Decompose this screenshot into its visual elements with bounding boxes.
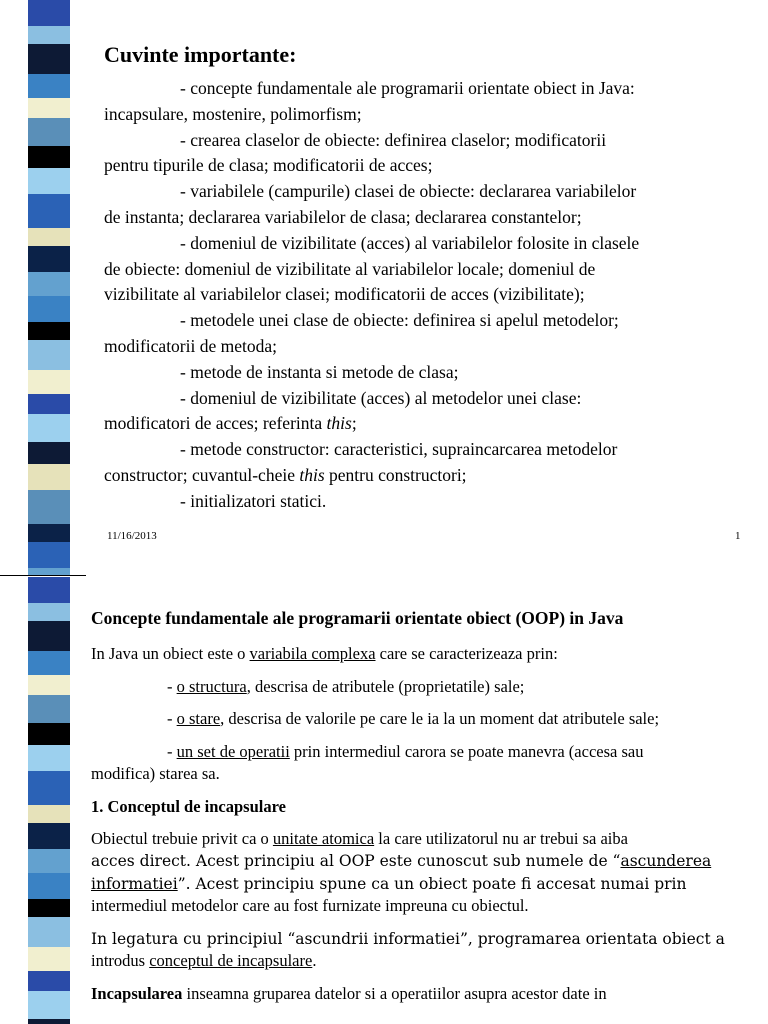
text: In Java un obiect este o	[91, 644, 250, 663]
list-item-cont: pentru tipurile de clasa; modificatorii de acces;	[104, 155, 433, 176]
text: In legatura cu principiul “ascundrii informatiei”, programarea orientata obiect a	[91, 929, 725, 948]
list-item: - domeniul de vizibilitate (acces) al variabilelor folosite in clasele	[180, 232, 640, 253]
stripe-block	[28, 524, 70, 542]
bullet-operations	[91, 741, 751, 786]
keyword-this: this	[326, 413, 352, 434]
list-item: - variabilele (campurile) clasei de obiecte: declararea variabilelor	[180, 181, 637, 202]
text: acces direct. Acest principiu al OOP este cunoscut sub numele de “	[91, 852, 621, 870]
slide-separator	[0, 575, 86, 576]
text: constructor; cuvantul-cheie	[104, 464, 300, 485]
text: introdus	[91, 951, 150, 970]
paragraph-definition	[91, 983, 751, 1006]
text: , descrisa de valorile pe care le ia la un moment dat atributele sale;	[220, 709, 660, 728]
section-title: Concepte fundamentale ale programarii orientate obiect (OOP) in Java	[91, 608, 624, 628]
underlined-term: o stare	[176, 709, 221, 728]
slide-2	[91, 606, 751, 1015]
list-item: - crearea claselor de obiecte: definirea claselor; modificatorii	[180, 129, 607, 150]
stripe-block	[28, 74, 70, 98]
underlined-term: conceptul de incapsulare	[149, 951, 313, 970]
stripe-block	[28, 414, 70, 442]
stripe-block	[28, 118, 70, 146]
stripe-block	[28, 296, 70, 322]
text: -	[167, 676, 177, 696]
slide-title: Cuvinte importante:	[104, 42, 297, 67]
stripe-block	[28, 823, 70, 849]
decorative-stripe-top	[28, 0, 70, 575]
stripe-block	[28, 442, 70, 464]
keyword-this: this	[299, 464, 325, 485]
stripe-block	[28, 1019, 70, 1024]
stripe-block	[28, 194, 70, 228]
stripe-block	[28, 26, 70, 44]
list-item-cont: incapsulare, mostenire, polimorfism;	[104, 103, 362, 124]
stripe-block	[28, 723, 70, 745]
stripe-block	[28, 745, 70, 771]
text: prin intermediul carora se poate manevra (accesa sau	[289, 741, 644, 761]
stripe-block	[28, 971, 70, 991]
text: -	[167, 709, 177, 728]
stripe-block	[28, 370, 70, 394]
bullet-state	[91, 708, 751, 731]
stripe-block	[28, 603, 70, 621]
underlined-term: unitate atomica	[272, 828, 375, 848]
stripe-block	[28, 542, 70, 568]
underlined-term: ascunderea	[620, 852, 712, 870]
list-item: - concepte fundamentale ale programarii orientate obiect in Java:	[180, 78, 635, 98]
underlined-term: un set de operatii	[176, 741, 290, 761]
list-item: - metode de instanta si metode de clasa;	[180, 361, 459, 382]
stripe-block	[28, 947, 70, 971]
stripe-block	[28, 98, 70, 118]
stripe-block	[28, 490, 70, 524]
text: ;	[351, 413, 357, 434]
stripe-block	[28, 805, 70, 823]
stripe-block	[28, 651, 70, 675]
stripe-block	[28, 44, 70, 74]
text: Obiectul trebuie privit ca o	[91, 828, 273, 848]
stripe-block	[28, 899, 70, 917]
text: la care utilizatorul nu ar trebui sa aiba	[374, 828, 628, 848]
stripe-block	[28, 568, 70, 575]
stripe-block	[28, 246, 70, 272]
list-item-cont: de instanta; declararea variabilelor de clasa; declararea constantelor;	[104, 206, 582, 227]
text: -	[167, 741, 177, 761]
list-item-cont	[104, 463, 744, 489]
text: pentru constructori;	[324, 464, 467, 485]
page-number: 1	[735, 530, 741, 542]
stripe-block	[28, 0, 70, 26]
stripe-block	[28, 577, 70, 603]
paragraph-atomic	[91, 828, 751, 918]
stripe-block	[28, 621, 70, 651]
bold-term: Incapsularea	[91, 983, 183, 1003]
list-item-cont	[104, 411, 744, 437]
stripe-block	[28, 464, 70, 490]
bullet-structure	[91, 676, 751, 699]
list-item: - initializatori statici.	[180, 490, 327, 511]
stripe-block	[28, 322, 70, 340]
stripe-block	[28, 695, 70, 723]
list-item: - domeniul de vizibilitate (acces) al metodelor unei clase:	[180, 387, 582, 408]
stripe-block	[28, 228, 70, 246]
section-heading: 1. Conceptul de incapsulare	[91, 796, 286, 816]
text: .	[312, 951, 317, 970]
underlined-term: informatiei	[91, 874, 178, 893]
text: ”. Acest principiu spune ca un obiect poate fi accesat numai prin	[177, 874, 687, 893]
stripe-block	[28, 991, 70, 1019]
text: care se caracterizeaza prin:	[375, 644, 558, 663]
list-item-cont: vizibilitate al variabilelor clasei; modificatorii de acces (vizibilitate);	[104, 284, 585, 305]
stripe-block	[28, 771, 70, 805]
stripe-block	[28, 146, 70, 168]
stripe-block	[28, 340, 70, 370]
text: inseamna gruparea datelor si a operatiilor asupra acestor date in	[182, 983, 607, 1003]
text: modifica) starea sa.	[91, 764, 220, 783]
underlined-term: variabila complexa	[249, 644, 376, 663]
text: modificatori de acces; referinta	[104, 413, 327, 434]
decorative-stripe-bottom	[28, 577, 70, 1024]
stripe-block	[28, 917, 70, 947]
text: , descrisa de atributele (proprietatile) sale;	[246, 676, 525, 696]
paragraph-encapsulation	[91, 928, 751, 973]
list-item: - metode constructor: caracteristici, supraincarcarea metodelor	[180, 439, 618, 460]
underlined-term: o structura	[176, 676, 247, 696]
slide-1	[104, 40, 744, 515]
paragraph-intro	[91, 643, 751, 666]
stripe-block	[28, 849, 70, 873]
stripe-block	[28, 675, 70, 695]
text: intermediul metodelor care au fost furnizate impreuna cu obiectul.	[91, 896, 529, 915]
stripe-block	[28, 272, 70, 296]
list-item: - metodele unei clase de obiecte: definirea si apelul metodelor;	[180, 310, 619, 331]
stripe-block	[28, 394, 70, 414]
list-item-cont: modificatorii de metoda;	[104, 335, 278, 356]
list-item-cont: de obiecte: domeniul de vizibilitate al variabilelor locale; domeniul de	[104, 258, 596, 279]
stripe-block	[28, 168, 70, 194]
stripe-block	[28, 873, 70, 899]
slide-date: 11/16/2013	[107, 530, 157, 542]
